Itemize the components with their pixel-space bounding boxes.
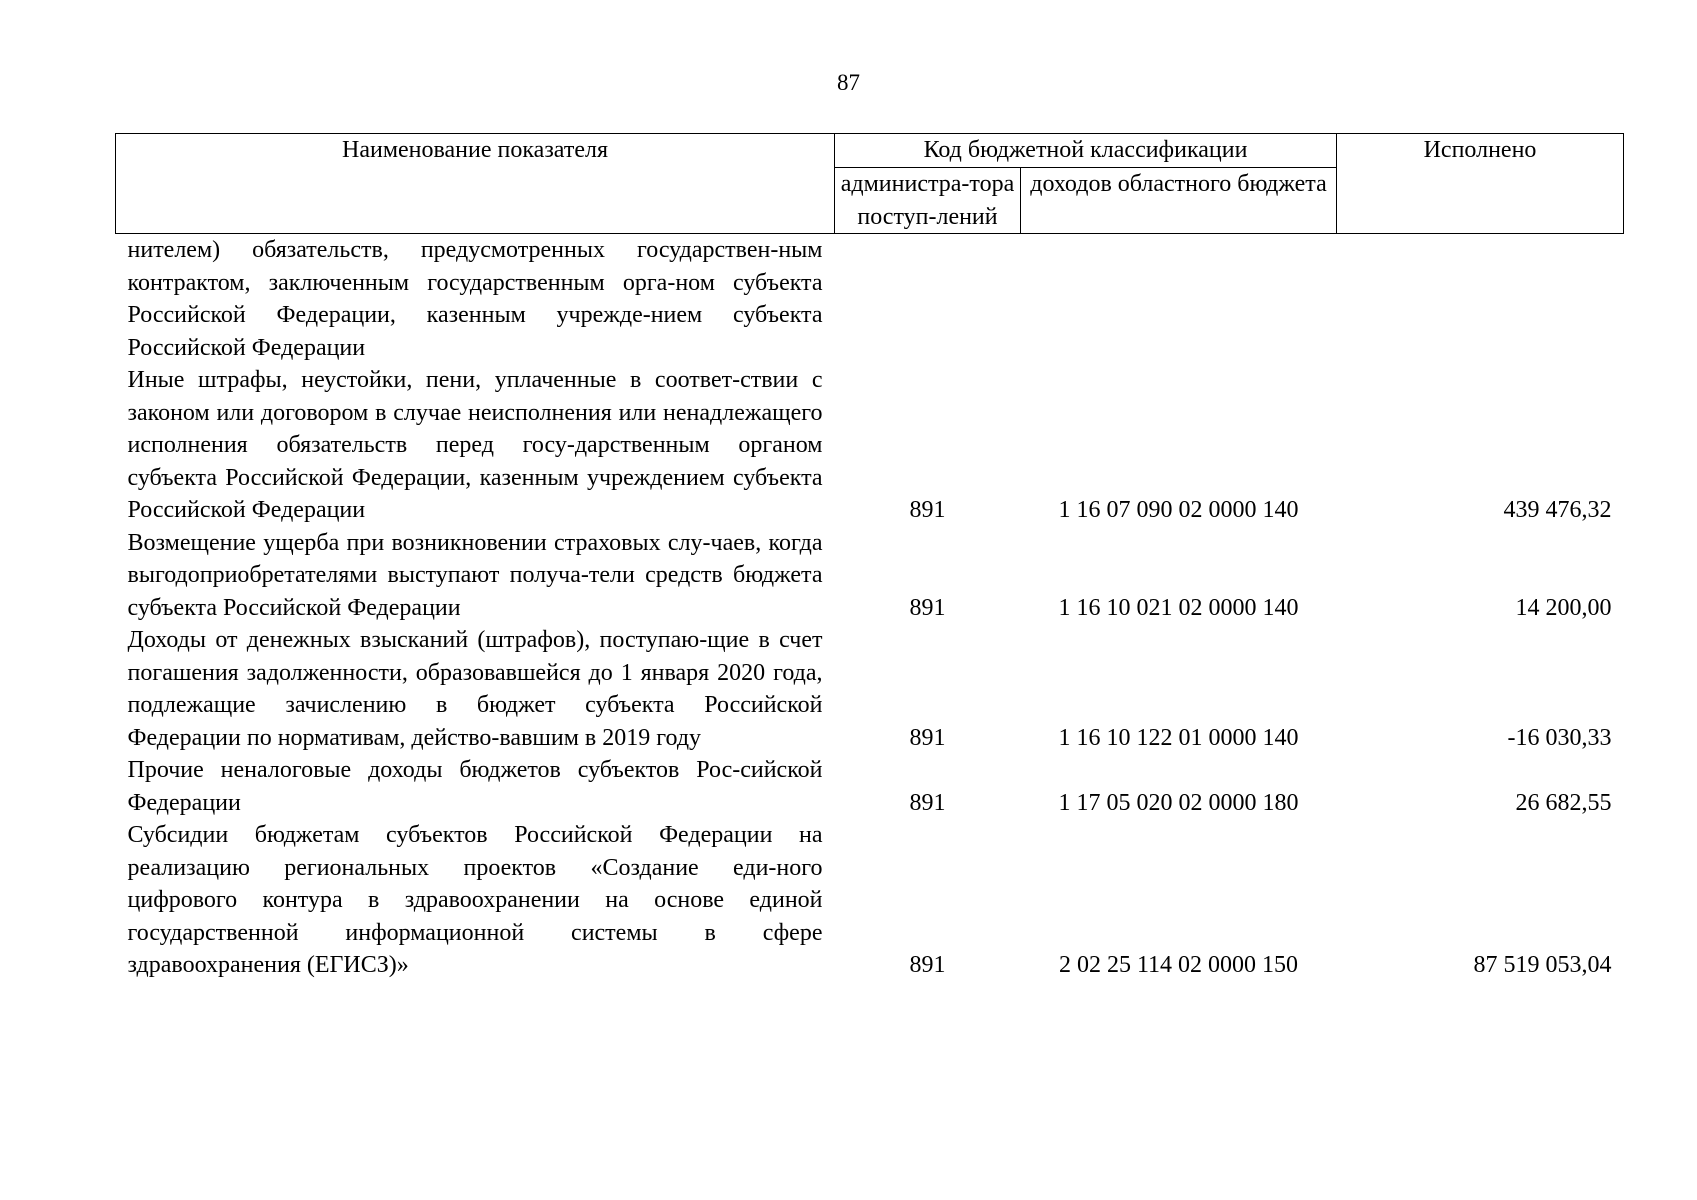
row-indicator-name: Доходы от денежных взысканий (штрафов), поступаю-щие в счет погашения задолженности, образовавшейся до 1 января 2020 года, подлежащие зачислению в бюджет субъекта Российской Федерации по нормативам, действо-вавшим в 2019 году xyxy=(127,627,823,751)
row-indicator-name: Субсидии бюджетам субъектов Российской Федерации на реализацию региональных проектов «Создание еди-ного цифрового контура в здравоохранении на основе единой государственной информационной системы в сфере здравоохранения (ЕГИСЗ)» xyxy=(127,822,823,978)
table-row xyxy=(116,234,1624,365)
row-executed-amount: 26 682,55 xyxy=(1515,789,1612,816)
row-administrator-code: 891 xyxy=(909,724,946,751)
header-revenue-administrator: администра-тора поступ-лений xyxy=(835,168,1021,234)
row-revenue-code: 2 02 25 114 02 0000 150 xyxy=(1058,952,1299,978)
row-executed-amount: 439 476,32 xyxy=(1503,497,1612,523)
row-administrator-code: 891 xyxy=(909,594,946,621)
row-indicator-name: нителем) обязательств, предусмотренных государствен-ным контрактом, заключенным государственным орга-ном субъекта Российской Федерации, казенным учрежде-нием субъекта Российской Федерации xyxy=(127,237,823,361)
row-administrator-code: 891 xyxy=(909,952,946,978)
header-indicator-name: Наименование показателя xyxy=(116,134,835,234)
row-indicator-name: Иные штрафы, неустойки, пени, уплаченные в соответ-ствии с законом или договором в случае неисполнения или ненадлежащего исполнения обязательств перед госу-дарственным органом субъекта Российской Федерации, казенным учреждением субъекта Российской Федерации xyxy=(127,367,823,523)
row-indicator-name: Возмещение ущерба при возникновении страховых слу-чаев, когда выгодоприобретателями выступают получа-тели средств бюджета субъекта Российской Федерации xyxy=(127,529,823,621)
header-budget-classification-code: Код бюджетной классификации xyxy=(835,134,1337,168)
table-body xyxy=(116,234,1624,982)
row-revenue-code: 1 16 10 122 01 0000 140 xyxy=(1058,724,1299,751)
row-executed-amount: -16 030,33 xyxy=(1507,724,1612,751)
row-executed-amount xyxy=(1337,234,1624,365)
row-revenue-code: 1 16 10 021 02 0000 140 xyxy=(1058,594,1299,621)
table-header xyxy=(116,134,1624,234)
row-revenue-code: 1 17 05 020 02 0000 180 xyxy=(1058,789,1299,816)
row-revenue-code: 1 16 07 090 02 0000 140 xyxy=(1058,497,1299,523)
row-executed-amount: 14 200,00 xyxy=(1515,594,1612,621)
table-row xyxy=(116,624,1624,754)
table-row xyxy=(116,819,1624,982)
budget-execution-table xyxy=(115,133,1624,982)
table-row xyxy=(116,527,1624,625)
row-administrator-code: 891 xyxy=(909,497,946,523)
table-row xyxy=(116,754,1624,819)
row-revenue-code xyxy=(1021,234,1337,365)
row-indicator-name: Прочие неналоговые доходы бюджетов субъектов Рос-сийской Федерации xyxy=(127,757,823,816)
page-number: 87 xyxy=(837,70,860,95)
header-executed: Исполнено xyxy=(1337,134,1624,234)
row-administrator-code xyxy=(835,234,1021,365)
row-executed-amount: 87 519 053,04 xyxy=(1473,952,1612,978)
header-regional-budget-revenue: доходов областного бюджета xyxy=(1021,168,1337,234)
table-row xyxy=(116,364,1624,527)
row-administrator-code: 891 xyxy=(909,789,946,816)
